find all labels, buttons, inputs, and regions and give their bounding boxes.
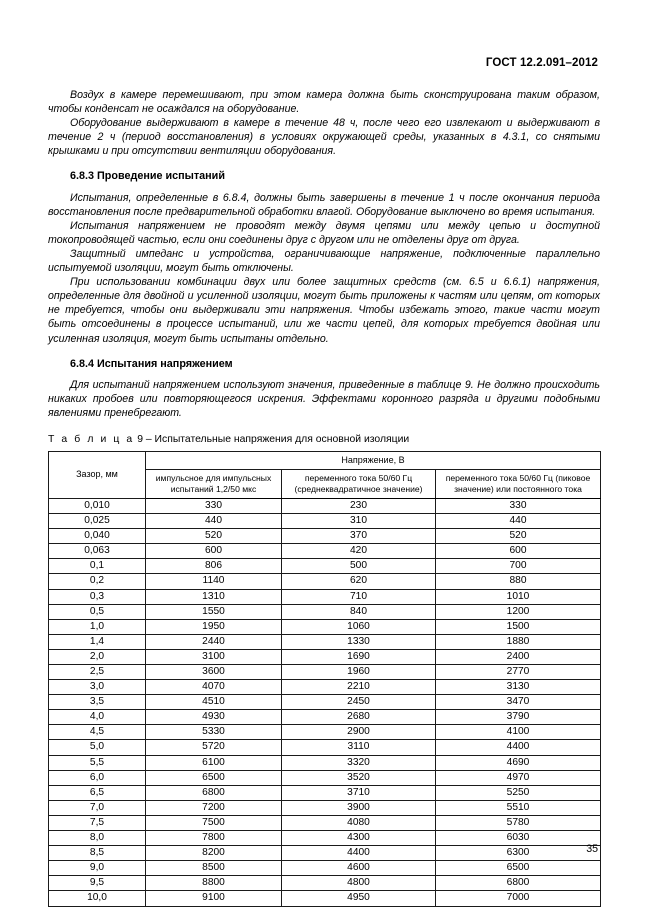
cell-impulse-voltage: 1950	[146, 619, 282, 634]
cell-ac-peak-or-dc-voltage: 2400	[436, 649, 601, 664]
table-row	[49, 770, 601, 785]
cell-ac-rms-voltage: 500	[282, 559, 436, 574]
table-header-row-group	[49, 451, 601, 469]
table-row	[49, 619, 601, 634]
cell-impulse-voltage: 3600	[146, 665, 282, 680]
cell-impulse-voltage: 6500	[146, 770, 282, 785]
cell-ac-rms-voltage: 1330	[282, 634, 436, 649]
cell-ac-rms-voltage: 1960	[282, 665, 436, 680]
spacer	[48, 158, 600, 169]
cell-ac-peak-or-dc-voltage: 5250	[436, 785, 601, 800]
cell-ac-rms-voltage: 3320	[282, 755, 436, 770]
table-row	[49, 861, 601, 876]
table-row	[49, 800, 601, 815]
cell-impulse-voltage: 330	[146, 498, 282, 513]
cell-gap-mm: 9,5	[49, 876, 146, 891]
cell-ac-peak-or-dc-voltage: 3470	[436, 695, 601, 710]
header-voltage-group: Напряжение, В	[146, 451, 601, 469]
paragraph-6-8-3-2: Испытания напряжением не проводят между двумя цепями или между цепью и доступной токопроводящей частью, если они соединены друг с другом или не отделены друг от друга.	[48, 219, 600, 246]
cell-ac-peak-or-dc-voltage: 1500	[436, 619, 601, 634]
table-row	[49, 740, 601, 755]
cell-gap-mm: 0,063	[49, 544, 146, 559]
table-body	[49, 498, 601, 906]
table-row	[49, 574, 601, 589]
cell-gap-mm: 5,0	[49, 740, 146, 755]
paragraph-6-8-3-3: Защитный импеданс и устройства, ограничивающие напряжение, подключенные параллельно испытуемой изоляции, могут быть отключены.	[48, 247, 600, 275]
paragraph-6-8-4-1: Для испытаний напряжением используют значения, приведенные в таблице 9. Не должно происходить никаких пробоев или повторяющегося искрения. Эффектами коронного разряда и другими подобными явлениями пренебрегают.	[48, 378, 600, 419]
cell-gap-mm: 1,0	[49, 619, 146, 634]
cell-impulse-voltage: 8800	[146, 876, 282, 891]
cell-ac-peak-or-dc-voltage: 1010	[436, 589, 601, 604]
cell-impulse-voltage: 4930	[146, 710, 282, 725]
cell-ac-rms-voltage: 3710	[282, 785, 436, 800]
header-impulse-voltage: импульсное для импульсных испытаний 1,2/50 мкс	[146, 469, 282, 498]
cell-gap-mm: 8,5	[49, 846, 146, 861]
cell-gap-mm: 4,5	[49, 725, 146, 740]
table-caption	[48, 433, 600, 447]
cell-impulse-voltage: 7500	[146, 815, 282, 830]
cell-gap-mm: 0,1	[49, 559, 146, 574]
cell-gap-mm: 0,5	[49, 604, 146, 619]
cell-ac-rms-voltage: 3520	[282, 770, 436, 785]
header-ac-rms-voltage: переменного тока 50/60 Гц (среднеквадратичное значение)	[282, 469, 436, 498]
cell-gap-mm: 0,3	[49, 589, 146, 604]
cell-ac-peak-or-dc-voltage: 3130	[436, 680, 601, 695]
cell-ac-peak-or-dc-voltage: 3790	[436, 710, 601, 725]
table-row	[49, 680, 601, 695]
spacer	[48, 346, 600, 357]
cell-ac-rms-voltage: 4400	[282, 846, 436, 861]
table-row	[49, 665, 601, 680]
cell-impulse-voltage: 6800	[146, 785, 282, 800]
cell-gap-mm: 9,0	[49, 861, 146, 876]
table-row	[49, 559, 601, 574]
cell-impulse-voltage: 8200	[146, 846, 282, 861]
cell-impulse-voltage: 1550	[146, 604, 282, 619]
cell-ac-peak-or-dc-voltage: 6500	[436, 861, 601, 876]
cell-impulse-voltage: 2440	[146, 634, 282, 649]
cell-impulse-voltage: 8500	[146, 861, 282, 876]
table-row	[49, 514, 601, 529]
page-number: 35	[586, 843, 598, 855]
table-row	[49, 846, 601, 861]
cell-gap-mm: 7,0	[49, 800, 146, 815]
table-row	[49, 815, 601, 830]
table-caption-number: 9	[137, 433, 143, 445]
cell-impulse-voltage: 6100	[146, 755, 282, 770]
cell-ac-peak-or-dc-voltage: 5780	[436, 815, 601, 830]
paragraph-equipment-conditioning: Оборудование выдерживают в камере в течение 48 ч, после чего его извлекают и выдерживают в течение 2 ч (период восстановления) в условиях окружающей среды, указанных в 4.3.1, со снятыми крышками и при отсутствии вентиляции оборудования.	[48, 117, 600, 158]
cell-ac-rms-voltage: 620	[282, 574, 436, 589]
cell-ac-peak-or-dc-voltage: 520	[436, 529, 601, 544]
table-row	[49, 710, 601, 725]
table-row	[49, 544, 601, 559]
cell-gap-mm: 0,010	[49, 498, 146, 513]
cell-gap-mm: 8,0	[49, 831, 146, 846]
header-ac-peak-or-dc-voltage: переменного тока 50/60 Гц (пиковое значение) или постоянного тока	[436, 469, 601, 498]
cell-ac-rms-voltage: 4800	[282, 876, 436, 891]
cell-ac-rms-voltage: 3900	[282, 800, 436, 815]
cell-ac-peak-or-dc-voltage: 4690	[436, 755, 601, 770]
cell-gap-mm: 1,4	[49, 634, 146, 649]
table-caption-label: Т а б л и ц а	[48, 433, 135, 445]
cell-impulse-voltage: 5720	[146, 740, 282, 755]
cell-ac-rms-voltage: 840	[282, 604, 436, 619]
table-row	[49, 589, 601, 604]
page-content	[48, 88, 600, 907]
cell-ac-peak-or-dc-voltage: 7000	[436, 891, 601, 906]
table-row	[49, 634, 601, 649]
table-header	[49, 451, 601, 498]
cell-ac-rms-voltage: 230	[282, 498, 436, 513]
cell-impulse-voltage: 600	[146, 544, 282, 559]
cell-ac-peak-or-dc-voltage: 700	[436, 559, 601, 574]
cell-ac-peak-or-dc-voltage: 4970	[436, 770, 601, 785]
cell-ac-peak-or-dc-voltage: 4400	[436, 740, 601, 755]
cell-ac-rms-voltage: 2450	[282, 695, 436, 710]
cell-impulse-voltage: 520	[146, 529, 282, 544]
cell-ac-peak-or-dc-voltage: 2770	[436, 665, 601, 680]
cell-ac-peak-or-dc-voltage: 1200	[436, 604, 601, 619]
cell-ac-rms-voltage: 2210	[282, 680, 436, 695]
cell-ac-peak-or-dc-voltage: 4100	[436, 725, 601, 740]
table-row	[49, 725, 601, 740]
cell-ac-rms-voltage: 1690	[282, 649, 436, 664]
table-row	[49, 891, 601, 906]
test-voltages-table	[48, 451, 601, 907]
cell-impulse-voltage: 1310	[146, 589, 282, 604]
spacer	[48, 420, 600, 433]
cell-impulse-voltage: 806	[146, 559, 282, 574]
cell-ac-peak-or-dc-voltage: 600	[436, 544, 601, 559]
header-gap-mm: Зазор, мм	[49, 451, 146, 498]
cell-gap-mm: 3,0	[49, 680, 146, 695]
cell-gap-mm: 2,5	[49, 665, 146, 680]
cell-gap-mm: 5,5	[49, 755, 146, 770]
cell-ac-rms-voltage: 420	[282, 544, 436, 559]
cell-impulse-voltage: 4070	[146, 680, 282, 695]
heading-6-8-4: 6.8.4 Испытания напряжением	[70, 357, 233, 370]
paragraph-chamber-air: Воздух в камере перемешивают, при этом камера должна быть сконструирована таким образом, чтобы конденсат не осаждался на оборудование.	[48, 89, 600, 116]
cell-ac-peak-or-dc-voltage: 6800	[436, 876, 601, 891]
cell-ac-rms-voltage: 1060	[282, 619, 436, 634]
cell-impulse-voltage: 5330	[146, 725, 282, 740]
paragraph-6-8-3-1: Испытания, определенные в 6.8.4, должны быть завершены в течение 1 ч после окончания периода восстановления после предварительной обработки влагой. Оборудование выключено во время испытания.	[48, 191, 600, 218]
cell-impulse-voltage: 7800	[146, 831, 282, 846]
cell-ac-rms-voltage: 4300	[282, 831, 436, 846]
cell-ac-rms-voltage: 4950	[282, 891, 436, 906]
running-header-standard-number: ГОСТ 12.2.091–2012	[485, 57, 598, 69]
table-row	[49, 876, 601, 891]
cell-ac-peak-or-dc-voltage: 330	[436, 498, 601, 513]
table-row	[49, 529, 601, 544]
cell-ac-rms-voltage: 710	[282, 589, 436, 604]
cell-ac-peak-or-dc-voltage: 6300	[436, 846, 601, 861]
cell-gap-mm: 7,5	[49, 815, 146, 830]
table-row	[49, 604, 601, 619]
cell-impulse-voltage: 1140	[146, 574, 282, 589]
cell-impulse-voltage: 7200	[146, 800, 282, 815]
cell-gap-mm: 3,5	[49, 695, 146, 710]
table-caption-text: – Испытательные напряжения для основной изоляции	[145, 433, 410, 445]
cell-ac-rms-voltage: 4600	[282, 861, 436, 876]
table-row	[49, 649, 601, 664]
cell-gap-mm: 2,0	[49, 649, 146, 664]
cell-gap-mm: 0,025	[49, 514, 146, 529]
cell-ac-peak-or-dc-voltage: 1880	[436, 634, 601, 649]
cell-ac-rms-voltage: 3110	[282, 740, 436, 755]
cell-ac-peak-or-dc-voltage: 6030	[436, 831, 601, 846]
cell-ac-rms-voltage: 2680	[282, 710, 436, 725]
cell-ac-rms-voltage: 2900	[282, 725, 436, 740]
cell-ac-peak-or-dc-voltage: 5510	[436, 800, 601, 815]
cell-gap-mm: 0,040	[49, 529, 146, 544]
table-row	[49, 755, 601, 770]
cell-gap-mm: 4,0	[49, 710, 146, 725]
cell-ac-rms-voltage: 370	[282, 529, 436, 544]
cell-ac-rms-voltage: 310	[282, 514, 436, 529]
cell-ac-rms-voltage: 4080	[282, 815, 436, 830]
table-row	[49, 831, 601, 846]
cell-ac-peak-or-dc-voltage: 440	[436, 514, 601, 529]
heading-6-8-3: 6.8.3 Проведение испытаний	[70, 170, 225, 183]
cell-gap-mm: 6,0	[49, 770, 146, 785]
table-row	[49, 785, 601, 800]
cell-gap-mm: 0,2	[49, 574, 146, 589]
cell-impulse-voltage: 440	[146, 514, 282, 529]
table-row	[49, 695, 601, 710]
spacer	[48, 371, 600, 378]
cell-impulse-voltage: 9100	[146, 891, 282, 906]
table-row	[49, 498, 601, 513]
cell-impulse-voltage: 4510	[146, 695, 282, 710]
paragraph-6-8-3-4: При использовании комбинации двух или более защитных средств (см. 6.5 и 6.6.1) напряжения, определенные для двойной и усиленной изоляции, могут быть приложены к частям или цепям, от которых не требуется, чтобы они выдерживали эти напряжения. Чтобы избежать этого, такие части могут быть отсоединены в процессе испытаний, или же части цепей, для которых требуется двойная или усиленная изоляция, могут быть испытаны отдельно.	[48, 276, 600, 345]
spacer	[48, 184, 600, 191]
cell-gap-mm: 6,5	[49, 785, 146, 800]
cell-gap-mm: 10,0	[49, 891, 146, 906]
cell-impulse-voltage: 3100	[146, 649, 282, 664]
cell-ac-peak-or-dc-voltage: 880	[436, 574, 601, 589]
